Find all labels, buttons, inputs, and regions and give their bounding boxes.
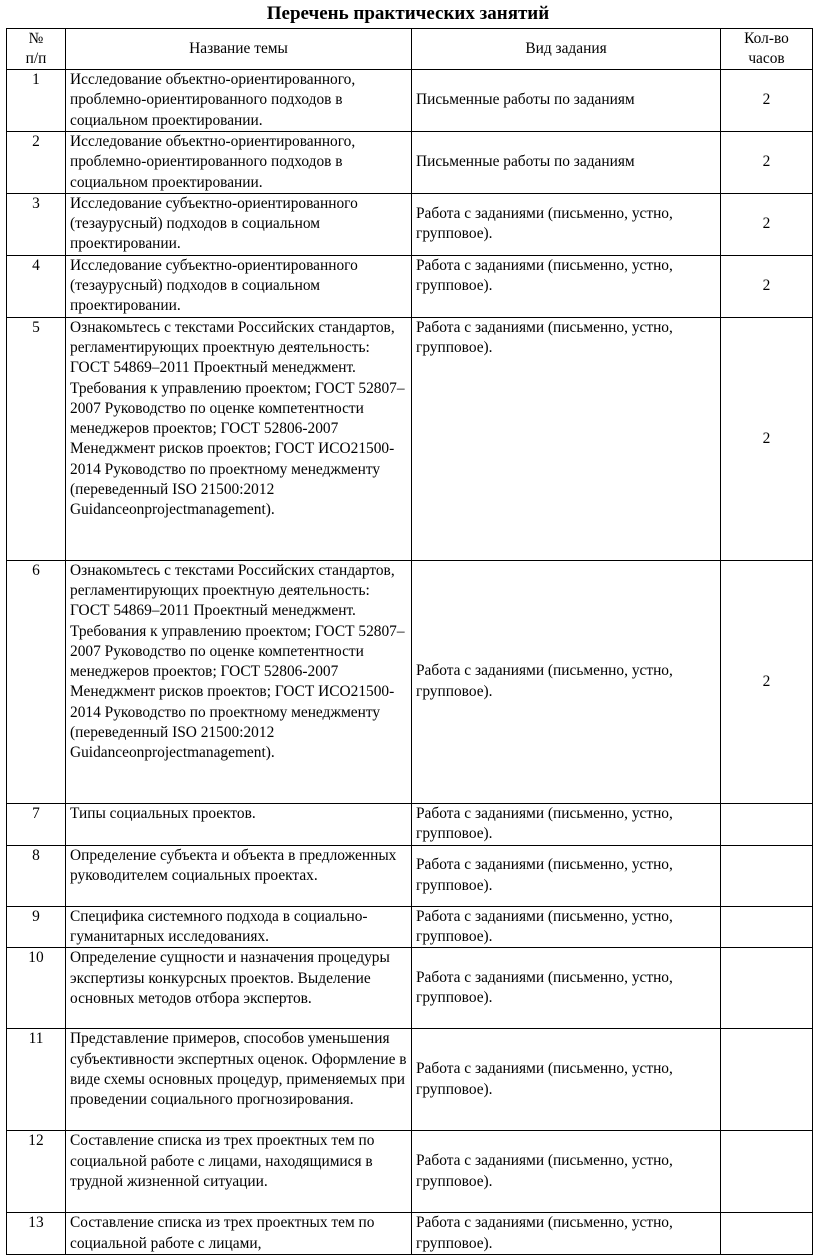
row-num: 3 (7, 193, 66, 255)
header-num-label: № п/п (25, 30, 47, 67)
page-title: Перечень практических занятий (266, 3, 550, 24)
row-topic: Определение субъекта и объекта в предложенных руководителем социальных проектах. (66, 845, 412, 906)
table-row (7, 317, 813, 560)
table-header-row (7, 29, 813, 70)
row-type: Работа с заданиями (письменно, устно, групповое). (412, 1131, 721, 1213)
row-num: 13 (7, 1213, 66, 1255)
row-num: 4 (7, 255, 66, 317)
row-type: Письменные работы по заданиям (412, 70, 721, 132)
row-type: Работа с заданиями (письменно, устно, групповое). (412, 845, 721, 906)
table-row (7, 1131, 813, 1213)
row-num: 10 (7, 948, 66, 1029)
row-topic: Ознакомьтесь с текстами Российских стандартов, регламентирующих проектную деятельность: ГОСТ 54869–2011 Проектный менеджмент. Требования к управлению проектом; ГОСТ 52807–2007 Руководство по оценке компетентности менеджеров проектов; ГОСТ 52806-2007 Менеджмент рисков проектов; ГОСТ ИСО21500-2014 Руководство по проектному менеджменту (переведенный ISO 21500:2012 Guidanceonprojectmanagement). (66, 317, 412, 560)
row-type: Работа с заданиями (письменно, устно, групповое). (412, 906, 721, 948)
row-hours: 2 (721, 317, 813, 560)
row-hours: 2 (721, 193, 813, 255)
row-topic: Исследование субъектно-ориентированного (тезаурусный) подходов в социальном проектировании. (66, 255, 412, 317)
row-num: 1 (7, 70, 66, 132)
row-topic: Исследование объектно-ориентированного, проблемно-ориентированного подходов в социальном проектировании. (66, 132, 412, 194)
row-type: Работа с заданиями (письменно, устно, групповое). (412, 1213, 721, 1255)
row-num: 9 (7, 906, 66, 948)
row-num: 5 (7, 317, 66, 560)
row-hours: 2 (721, 255, 813, 317)
row-topic: Типы социальных проектов. (66, 803, 412, 845)
row-type: Работа с заданиями (письменно, устно, групповое). (412, 193, 721, 255)
table-row (7, 845, 813, 906)
row-hours: 2 (721, 132, 813, 194)
header-hours (721, 29, 813, 70)
header-type-label: Вид задания (525, 40, 607, 57)
row-topic: Специфика системного подхода в социально-гуманитарных исследованиях. (66, 906, 412, 948)
table-row (7, 906, 813, 948)
row-hours (721, 1213, 813, 1255)
row-hours (721, 845, 813, 906)
row-type: Работа с заданиями (письменно, устно, групповое). (412, 1029, 721, 1131)
row-hours (721, 1131, 813, 1213)
table-row (7, 1213, 813, 1255)
row-hours: 2 (721, 70, 813, 132)
row-topic: Составление списка из трех проектных тем по социальной работе с лицами, находящимися в трудной жизненной ситуации. (66, 1131, 412, 1213)
row-type: Работа с заданиями (письменно, устно, групповое). (412, 255, 721, 317)
row-topic: Определение сущности и назначения процедуры экспертизы конкурсных проектов. Выделение основных методов отбора экспертов. (66, 948, 412, 1029)
row-type: Работа с заданиями (письменно, устно, групповое). (412, 948, 721, 1029)
table-row (7, 193, 813, 255)
row-hours: 2 (721, 560, 813, 803)
practical-lessons-table (6, 28, 813, 1255)
row-topic: Ознакомьтесь с текстами Российских стандартов, регламентирующих проектную деятельность: ГОСТ 54869–2011 Проектный менеджмент. Требования к управлению проектом; ГОСТ 52807–2007 Руководство по оценке компетентности менеджеров проектов; ГОСТ 52806-2007 Менеджмент рисков проектов; ГОСТ ИСО21500-2014 Руководство по проектному менеджменту (переведенный ISO 21500:2012 Guidanceonprojectmanagement). (66, 560, 412, 803)
row-topic: Представление примеров, способов уменьшения субъективности экспертных оценок. Оформление в виде схемы основных процедур, применяемых при проведении социального прогнозирования. (66, 1029, 412, 1131)
row-type: Работа с заданиями (письменно, устно, групповое). (412, 803, 721, 845)
row-topic: Составление списка из трех проектных тем по социальной работе с лицами, (66, 1213, 412, 1255)
row-type: Работа с заданиями (письменно, устно, групповое). (412, 317, 721, 560)
header-topic-label: Название темы (189, 40, 288, 57)
row-num: 11 (7, 1029, 66, 1131)
table-row (7, 1029, 813, 1131)
header-topic (66, 29, 412, 70)
row-hours (721, 803, 813, 845)
row-type: Письменные работы по заданиям (412, 132, 721, 194)
row-num: 7 (7, 803, 66, 845)
row-topic: Исследование объектно-ориентированного, проблемно-ориентированного подходов в социальном проектировании. (66, 70, 412, 132)
row-num: 8 (7, 845, 66, 906)
row-hours (721, 948, 813, 1029)
table-row (7, 255, 813, 317)
header-num (7, 29, 66, 70)
row-num: 2 (7, 132, 66, 194)
row-type: Работа с заданиями (письменно, устно, групповое). (412, 560, 721, 803)
header-type (412, 29, 721, 70)
table-row (7, 948, 813, 1029)
row-hours (721, 1029, 813, 1131)
row-num: 12 (7, 1131, 66, 1213)
row-num: 6 (7, 560, 66, 803)
table-row (7, 132, 813, 194)
table-row (7, 70, 813, 132)
row-topic: Исследование субъектно-ориентированного (тезаурусный) подходов в социальном проектировании. (66, 193, 412, 255)
table-row (7, 803, 813, 845)
header-hours-label: Кол-во часов (744, 30, 789, 67)
table-row (7, 560, 813, 803)
row-hours (721, 906, 813, 948)
